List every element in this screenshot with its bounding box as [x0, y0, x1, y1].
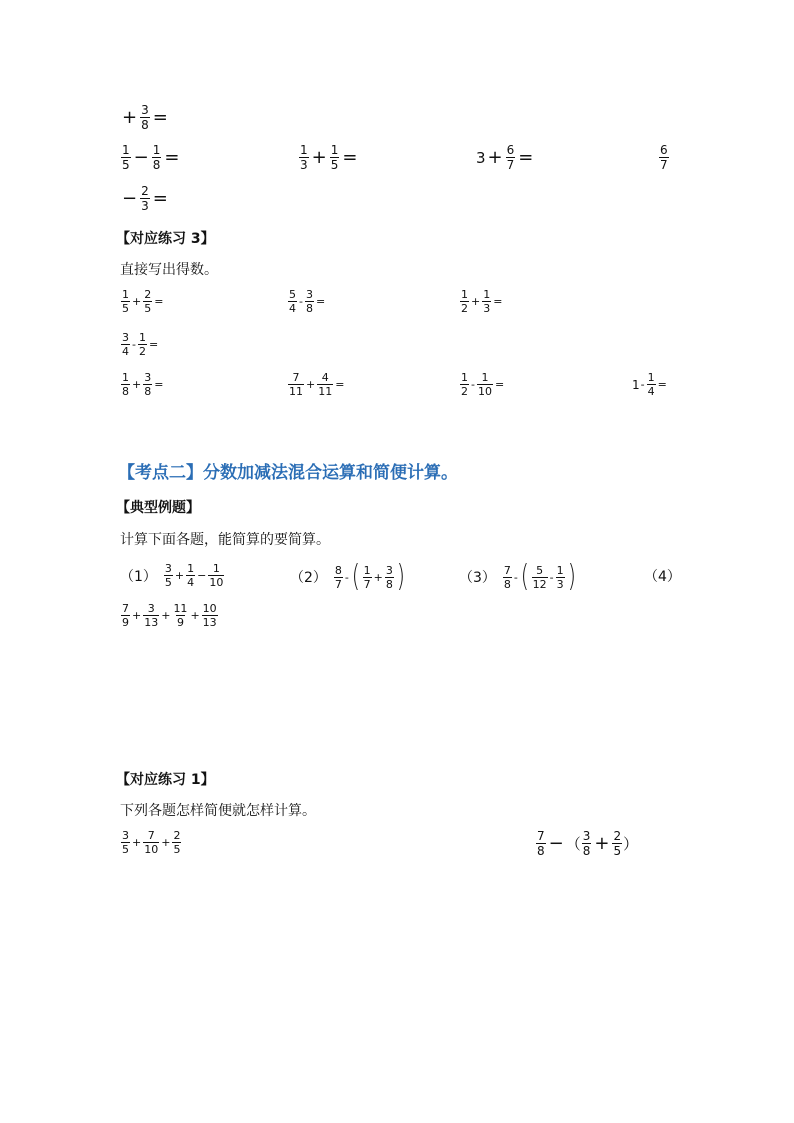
top-line-2-item-2: [298, 143, 359, 172]
practice-3-row1-item3: $\frac{1}{2}$ + $\frac{1}{3}$ =: [461, 288, 503, 315]
fraction: $\frac{3}{5}$: [164, 562, 172, 589]
plus-operator: +: [311, 147, 327, 168]
practice-1-expression-2: $\frac{7}{8}$ − （ $\frac{3}{8}$ + $\frac{2}{5}$ ）: [537, 829, 639, 858]
example-instruction: 计算下面各题，能简算的要简算。: [120, 532, 330, 548]
fraction: $\frac{1}{8}$: [152, 143, 161, 172]
fraction: $\frac{5}{4}$: [289, 288, 296, 315]
top-line-2-item-1: [120, 143, 181, 172]
top-line-1: [120, 103, 170, 132]
left-paren: (: [520, 559, 529, 594]
practice-3-heading: 【对应练习 3】: [116, 231, 215, 247]
fraction: $\frac{1}{10}$: [477, 371, 492, 398]
fraction: $\frac{1}{8}$: [122, 371, 129, 398]
fraction: $\frac{2}{5}$: [613, 829, 622, 858]
problem-label: （2）: [290, 570, 327, 586]
problem-label: （3）: [459, 570, 496, 586]
fraction: $\frac{1}{4}$: [187, 562, 195, 589]
fraction: $\frac{1}{7}$: [363, 563, 371, 591]
top-line-2-item-4: [658, 143, 670, 172]
right-paren: ): [567, 559, 576, 594]
fraction: $\frac{1}{10}$: [209, 562, 224, 589]
problem-label: （1）: [120, 568, 157, 585]
fraction: $\frac{7}{10}$: [144, 829, 159, 856]
problem-4-expression: $\frac{7}{9}$ + $\frac{3}{13}$ + $\frac{11}{9}$ + $\frac{10}{13}$: [122, 602, 217, 629]
fraction: $\frac{7}{8}$: [503, 563, 511, 591]
fraction: $\frac{10}{13}$: [202, 602, 217, 629]
fraction: $\frac{1}{2}$: [461, 288, 468, 315]
fraction: $\frac{1}{5}$: [330, 143, 339, 172]
fraction: $\frac{3}{13}$: [144, 602, 159, 629]
fraction: $\frac{1}{2}$: [461, 371, 468, 398]
practice-3-row3-item4: 1 - $\frac{1}{4}$ =: [632, 371, 667, 398]
fraction: $\frac{3}{8}$: [385, 563, 393, 591]
equals-sign: =: [152, 188, 168, 209]
top-line-2-item-3: [476, 143, 535, 172]
fraction: $\frac{4}{11}$: [318, 371, 333, 398]
fraction: $\frac{8}{7}$: [334, 563, 342, 591]
fraction: $\frac{1}{3}$: [300, 143, 308, 172]
problem-4-label: （4）: [644, 569, 681, 585]
fraction: $\frac{3}{8}$: [305, 288, 313, 315]
left-paren: (: [351, 559, 360, 594]
fraction: $\frac{3}{8}$: [582, 829, 591, 858]
fraction: $\frac{6}{7}$: [660, 143, 668, 172]
fraction: $\frac{1}{3}$: [483, 288, 491, 315]
equals-sign: =: [342, 147, 358, 168]
fraction: $\frac{7}{8}$: [537, 829, 545, 858]
equals-sign: =: [164, 147, 180, 168]
fraction: $\frac{7}{9}$: [122, 602, 129, 629]
fraction: $\frac{1}{4}$: [647, 371, 655, 398]
fraction: $\frac{3}{8}$: [144, 371, 152, 398]
practice-3-row3-item3: $\frac{1}{2}$ - $\frac{1}{10}$ =: [461, 371, 505, 398]
fraction: $\frac{1}{2}$: [138, 331, 146, 358]
practice-3-row1-item1: $\frac{1}{5}$ + $\frac{2}{5}$ =: [122, 288, 164, 315]
fraction: $\frac{3}{8}$: [141, 103, 149, 132]
fraction: $\frac{1}{5}$: [122, 288, 129, 315]
whole-number: 3: [476, 148, 486, 167]
practice-3-row2-item1: $\frac{3}{4}$ - $\frac{1}{2}$ =: [122, 331, 159, 358]
practice-3-row3-item2: $\frac{7}{11}$ + $\frac{4}{11}$ =: [289, 371, 345, 398]
problem-2: （2） $\frac{8}{7}$ - ( $\frac{1}{7}$ + $\frac{3}{8}$ ): [290, 559, 405, 594]
fraction: $\frac{1}{3}$: [556, 563, 564, 591]
practice-3-row1-item2: $\frac{5}{4}$ - $\frac{3}{8}$ =: [289, 288, 326, 315]
equals-sign: =: [152, 107, 168, 128]
practice-3-instruction: 直接写出得数。: [120, 262, 218, 278]
left-paren: （: [565, 835, 581, 853]
plus-operator: +: [122, 107, 138, 128]
top-line-3: [120, 184, 170, 213]
fraction: $\frac{11}{9}$: [173, 602, 188, 629]
equals-sign: =: [518, 147, 534, 168]
practice-3-row3-item1: $\frac{1}{8}$ + $\frac{3}{8}$ =: [122, 371, 164, 398]
minus-operator: −: [122, 188, 138, 209]
example-heading: 【典型例题】: [116, 500, 200, 516]
fraction: $\frac{6}{7}$: [506, 143, 515, 172]
right-paren: ): [396, 559, 405, 594]
fraction: $\frac{3}{5}$: [122, 829, 129, 856]
minus-operator: −: [133, 147, 149, 168]
plus-operator: +: [487, 147, 503, 168]
fraction: $\frac{5}{12}$: [532, 563, 547, 591]
practice-1-heading: 【对应练习 1】: [116, 772, 215, 788]
problem-3: （3） $\frac{7}{8}$ - ( $\frac{5}{12}$ - $\frac{1}{3}$ ): [459, 559, 576, 594]
practice-1-expression-1: $\frac{3}{5}$ + $\frac{7}{10}$ + $\frac{2}{5}$: [122, 829, 181, 856]
fraction: $\frac{7}{11}$: [289, 371, 303, 398]
fraction: $\frac{2}{3}$: [141, 184, 149, 213]
right-paren: ）: [623, 835, 639, 853]
fraction: $\frac{2}{5}$: [144, 288, 152, 315]
practice-1-instruction: 下列各题怎样简便就怎样计算。: [120, 803, 316, 819]
fraction: $\frac{3}{4}$: [122, 331, 129, 358]
fraction: $\frac{2}{5}$: [173, 829, 181, 856]
section-2-title: 【考点二】分数加减法混合运算和简便计算。: [118, 463, 458, 483]
fraction: $\frac{1}{5}$: [122, 143, 130, 172]
problem-1: （1） $\frac{3}{5}$ + $\frac{1}{4}$ − $\frac{1}{10}$: [120, 562, 224, 589]
